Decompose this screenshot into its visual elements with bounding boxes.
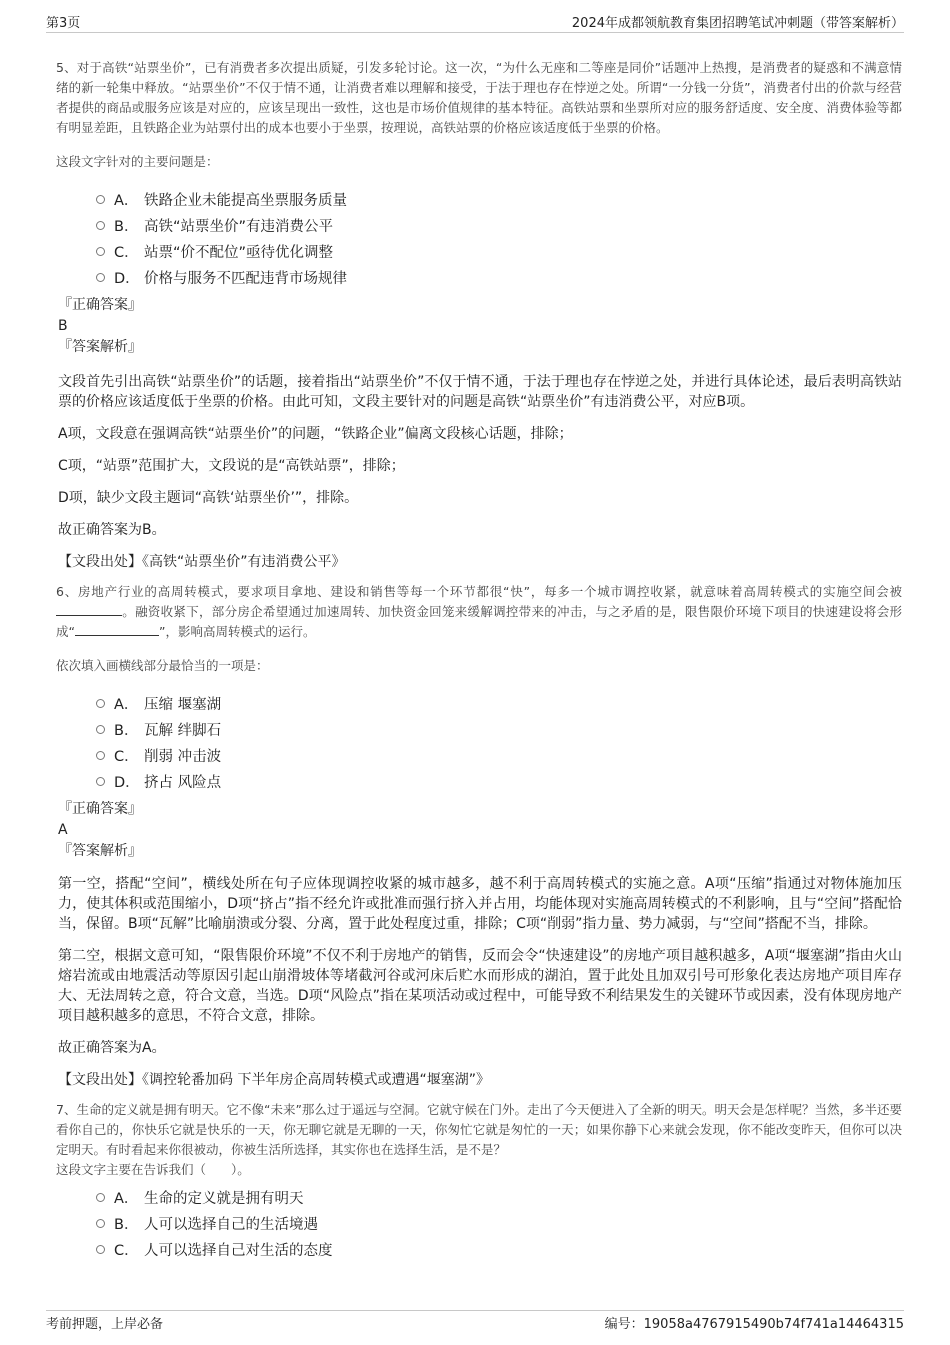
radio-icon[interactable] [96,699,105,708]
option-d[interactable]: D． 价格与服务不匹配违背市场规律 [96,264,902,290]
question-7 [56,1100,902,1262]
explanation-paragraph: 故正确答案为A。 [58,1040,166,1056]
footer-divider [46,1310,904,1311]
option-b[interactable]: B． 高铁“站票坐价”有违消费公平 [96,212,902,238]
option-list [56,1184,902,1262]
answer-label: 『正确答案』 [58,297,142,313]
option-a[interactable]: A． 铁路企业未能提高坐票服务质量 [96,186,902,212]
option-a[interactable]: A． 生命的定义就是拥有明天 [96,1184,902,1210]
source-citation: 【文段出处】《调控轮番加码 下半年房企高周转模式或遭遇“堰塞湖”》 [58,1072,490,1088]
option-a[interactable]: A． 压缩 堰塞湖 [96,690,902,716]
option-b[interactable]: B． 瓦解 绊脚石 [96,716,902,742]
option-c[interactable]: C． 削弱 冲击波 [96,742,902,768]
document-title: 2024年成都领航教育集团招聘笔试冲刺题（带答案解析） [571,16,904,31]
radio-icon[interactable] [96,751,105,760]
explanation-label: 『答案解析』 [58,339,142,355]
radio-icon[interactable] [96,777,105,786]
option-b[interactable]: B． 人可以选择自己的生活境遇 [96,1210,902,1236]
question-stem: 6、房地产行业的高周转模式，要求项目拿地、建设和销售等每一个环节都很“快”，每多一个城市调控收紧，就意味着高周转模式的实施空间会被。融资收紧下，部分房企希望通过加速周转、加快资金回笼来缓解调控带来的冲击，与之矛盾的是，限售限价环境下项目的快速建设将会形成“ ”，影响高周转模式的运行。 [56,584,902,639]
page-footer [46,1313,904,1333]
question-5 [56,58,902,572]
question-prompt: 依次填入画横线部分最恰当的一项是： [56,658,269,673]
source-citation: 【文段出处】《高铁“站票坐价”有违消费公平》 [58,554,346,570]
fill-blank[interactable] [75,622,159,636]
footer-slogan: 考前押题，上岸必备 [46,1317,164,1332]
answer-label: 『正确答案』 [58,801,142,817]
question-stem: 5、对于高铁“站票坐价”，已有消费者多次提出质疑，引发多轮讨论。这一次，“为什么无座和二等座是同价”话题冲上热搜，是消费者的疑惑和不满意情绪的新一轮集中释放。“站票坐价”不仅于情不通，让消费者难以理解和接受，于法于理也存在悖逆之处。所谓“一分钱一分货”，消费者付出的价款与经营者提供的商品或服务应该是对应的，应该呈现出一致性，这也是市场价值规律的基本特征。高铁站票和坐票所对应的服务舒适度、安全度、消费体验等都有明显差距，且铁路企业为站票付出的成本也要小于坐票，按理说，高铁站票的价格应该适度低于坐票的价格。 [56,60,902,135]
radio-icon[interactable] [96,195,105,204]
header-divider [46,32,904,33]
explanation-paragraph: 第一空，搭配“空间”，横线处所在句子应体现调控收紧的城市越多，越不利于高周转模式的实施之意。A项“压缩”指通过对物体施加压力，使其体积或范围缩小，D项“挤占”指不经允许或批准而强行挤入并占用，均能体现对实施高周转模式的不利影响，且与“空间”搭配恰当，保留。B项“瓦解”比喻崩溃或分裂、分离，置于此处程度过重，排除；C项“削弱”指力量、势力减弱，与“空间”搭配不当，排除。 [58,876,902,932]
radio-icon[interactable] [96,273,105,282]
explanation-paragraph: A项，文段意在强调高铁“站票坐价”的问题，“铁路企业”偏离文段核心话题，排除； [58,426,573,442]
question-6 [56,582,902,1090]
radio-icon[interactable] [96,1245,105,1254]
page-number: 第3页 [46,16,81,31]
explanation-paragraph: 第二空，根据文意可知，“限售限价环境”不仅不利于房地产的销售，反而会令“快速建设”的房地产项目越积越多，A项“堰塞湖”指由火山熔岩流或由地震活动等原因引起山崩滑坡体等堵截河谷或河床后贮水而形成的湖泊，置于此处且加双引号可形象化表达房地产项目库存大、无法周转之意，符合文意，当选。D项“风险点”指在某项活动或过程中，可能导致不利结果发生的关键环节或因素，没有体现房地产项目越积越多的意思，不符合文意，排除。 [58,948,902,1024]
document-id: 编号：19058a4767915490b74f741a14464315 [604,1317,904,1332]
explanation-paragraph: C项，“站票”范围扩大，文段说的是“高铁站票”，排除； [58,458,405,474]
explanation-label: 『答案解析』 [58,843,142,859]
radio-icon[interactable] [96,247,105,256]
explanation-paragraph: 故正确答案为B。 [58,522,166,538]
option-list [56,186,902,290]
fill-blank[interactable] [56,602,122,616]
page-header [46,12,904,32]
option-d[interactable]: D． 挤占 风险点 [96,768,902,794]
radio-icon[interactable] [96,1193,105,1202]
radio-icon[interactable] [96,221,105,230]
question-prompt: 这段文字针对的主要问题是： [56,154,219,169]
option-c[interactable]: C． 站票“价不配位”亟待优化调整 [96,238,902,264]
question-stem: 7、生命的定义就是拥有明天。它不像“未来”那么过于遥远与空洞。它就守候在门外。走出了今天便进入了全新的明天。明天会是怎样呢？当然，多半还要看你自己的，你快乐它就是快乐的一天，你无聊它就是无聊的一天，你匆忙它就是匆忙的一天；如果你静下心来就会发现，你不能改变昨天，但你可以决定明天。有时看起来你很被动，你被生活所选择，其实你也在选择生活，是不是？ [56,1102,902,1157]
answer-value: B [58,318,68,334]
page-content [56,58,902,1262]
question-prompt: 这段文字主要在告诉我们（ ）。 [56,1162,250,1177]
option-c[interactable]: C． 人可以选择自己对生活的态度 [96,1236,902,1262]
answer-value: A [58,822,68,838]
radio-icon[interactable] [96,725,105,734]
explanation-paragraph: 文段首先引出高铁“站票坐价”的话题，接着指出“站票坐价”不仅于情不通，于法于理也存在悖逆之处，并进行具体论述，最后表明高铁站票的价格应该适度低于坐票的价格。由此可知，文段主要针对的问题是高铁“站票坐价”有违消费公平，对应B项。 [58,374,902,410]
option-list [56,690,902,794]
radio-icon[interactable] [96,1219,105,1228]
explanation-paragraph: D项，缺少文段主题词“高铁‘站票坐价’”，排除。 [58,490,359,506]
